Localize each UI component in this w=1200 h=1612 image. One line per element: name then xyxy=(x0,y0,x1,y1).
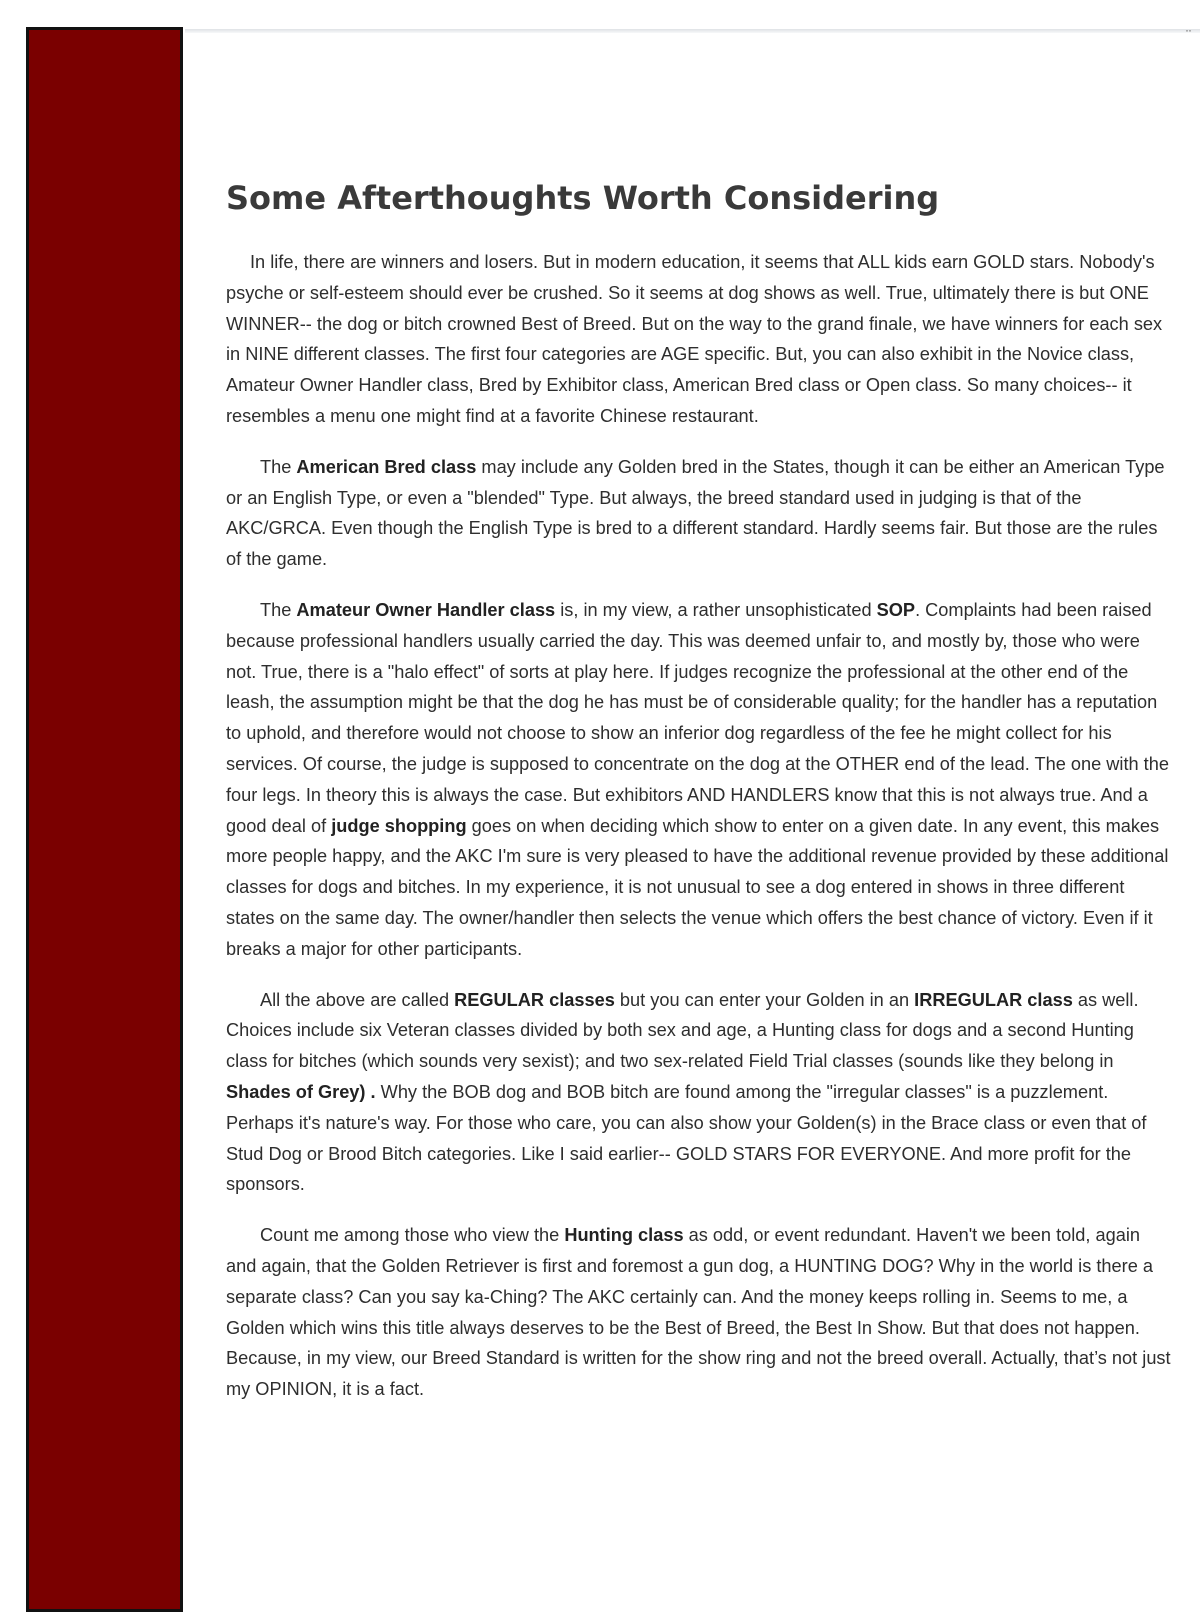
paragraph-text: goes on when deciding which show to enter on a given date. In any event, this makes more people happy, and the AKC I'm sure is very pleased to have the additional revenue provided by these additional classes for dogs and bitches. In my experience, it is not unusual to see a dog entered in shows in three different states on the same day. The owner/handler then selects the venue which offers the best chance of victory. Even if it breaks a major for other participants. xyxy=(226,815,1169,959)
bold-term: SOP xyxy=(876,599,916,620)
left-sidebar-bar xyxy=(26,27,183,1612)
bold-term: Amateur Owner Handler class xyxy=(296,599,556,620)
paragraph-text: In life, there are winners and losers. But in modern education, it seems that ALL kids earn GOLD stars. Nobody's psyche or self-esteem should ever be crushed. So it seems at dog shows as well. True, ultimately there is but ONE WINNER-- the dog or bitch crowned Best of Breed. But on the way to the grand finale, we have winners for each sex in NINE different classes. The first four categories are AGE specific. But, you can also exhibit in the Novice class, Amateur Owner Handler class, Bred by Exhibitor class, American Bred class or Open class. So many choices-- it resembles a menu one might find at a favorite Chinese restaurant. xyxy=(226,252,1163,426)
paragraph-amateur-owner-handler xyxy=(226,595,1174,965)
paragraph-text: The xyxy=(260,456,297,477)
paragraph-text: Why the BOB dog and BOB bitch are found among the "irregular classes" is a puzzlement. Perhaps it's nature's way. For those who care, you can also show your Golden(s) in the Brace class or even that of Stud Dog or Brood Bitch categories. Like I said earlier-- GOLD STARS FOR EVERYONE. And more profit for the sponsors. xyxy=(226,1081,1147,1195)
scan-top-edge xyxy=(185,29,1200,33)
paragraph-text: The xyxy=(260,599,297,620)
page-title: Some Afterthoughts Worth Considering xyxy=(226,179,940,217)
bold-term: American Bred class xyxy=(296,456,477,477)
paragraph-american-bred xyxy=(226,452,1174,575)
bold-term: Hunting class xyxy=(564,1225,684,1246)
paragraph-text: is, in my view, a rather unsophisticated xyxy=(555,599,877,620)
bold-term: Shades of Grey) . xyxy=(226,1081,376,1102)
paragraph-hunting xyxy=(226,1220,1174,1405)
bold-term: IRREGULAR class xyxy=(914,989,1073,1010)
paragraph-text: Count me among those who view the xyxy=(260,1225,565,1246)
paragraph-text: . Complaints had been raised because professional handlers usually carried the day. This was deemed unfair to, and mostly by, those who were not. True, there is a "halo effect" of sorts at play here. If judges recognize the professional at the other end of the leash, the assumption might be that the dog he has must be of considerable quality; for the handler has a reputation to uphold, and therefore would not choose to show an inferior dog regardless of the fee he might collect for his services. Of course, the judge is supposed to concentrate on the dog at the OTHER end of the lead. The one with the four legs. In theory this is always the case. But exhibitors AND HANDLERS know that this is not always true. And a good deal of xyxy=(226,599,1169,836)
bold-term: judge shopping xyxy=(331,815,467,836)
paragraph-text: as odd, or event redundant. Haven't we been told, again and again, that the Golden Retriever is first and foremost a gun dog, a HUNTING DOG? Why in the world is there a separate class? Can you say ka-Ching? The AKC certainly can. And the money keeps rolling in. Seems to me, a Golden which wins this title always deserves to be the Best of Breed, the Best In Show. But that does not happen. Because, in my view, our Breed Standard is written for the show ring and not the breed overall. Actually, that’s not just my OPINION, it is a fact. xyxy=(226,1225,1171,1400)
paragraph-text: as well. Choices include six Veteran classes divided by both sex and age, a Hunting class for dogs and a second Hunting class for bitches (which sounds very sexist); and two sex-related Field Trial classes (sounds like they belong in xyxy=(226,989,1139,1072)
scan-mark: ·· xyxy=(1185,23,1191,37)
paragraph-text: may include any Golden bred in the States, though it can be either an American Type or an English Type, or even a "blended" Type. But always, the breed standard used in judging is that of the AKC/GRCA. Even though the English Type is bred to a different standard. Hardly seems fair. But those are the rules of the game. xyxy=(226,456,1165,570)
bold-term: REGULAR classes xyxy=(454,989,615,1010)
paragraph-text: but you can enter your Golden in an xyxy=(614,989,915,1010)
paragraph-intro xyxy=(226,247,1174,432)
paragraph-text: All the above are called xyxy=(260,989,455,1010)
paragraph-regular-irregular xyxy=(226,985,1174,1201)
article-body xyxy=(226,172,1174,1425)
